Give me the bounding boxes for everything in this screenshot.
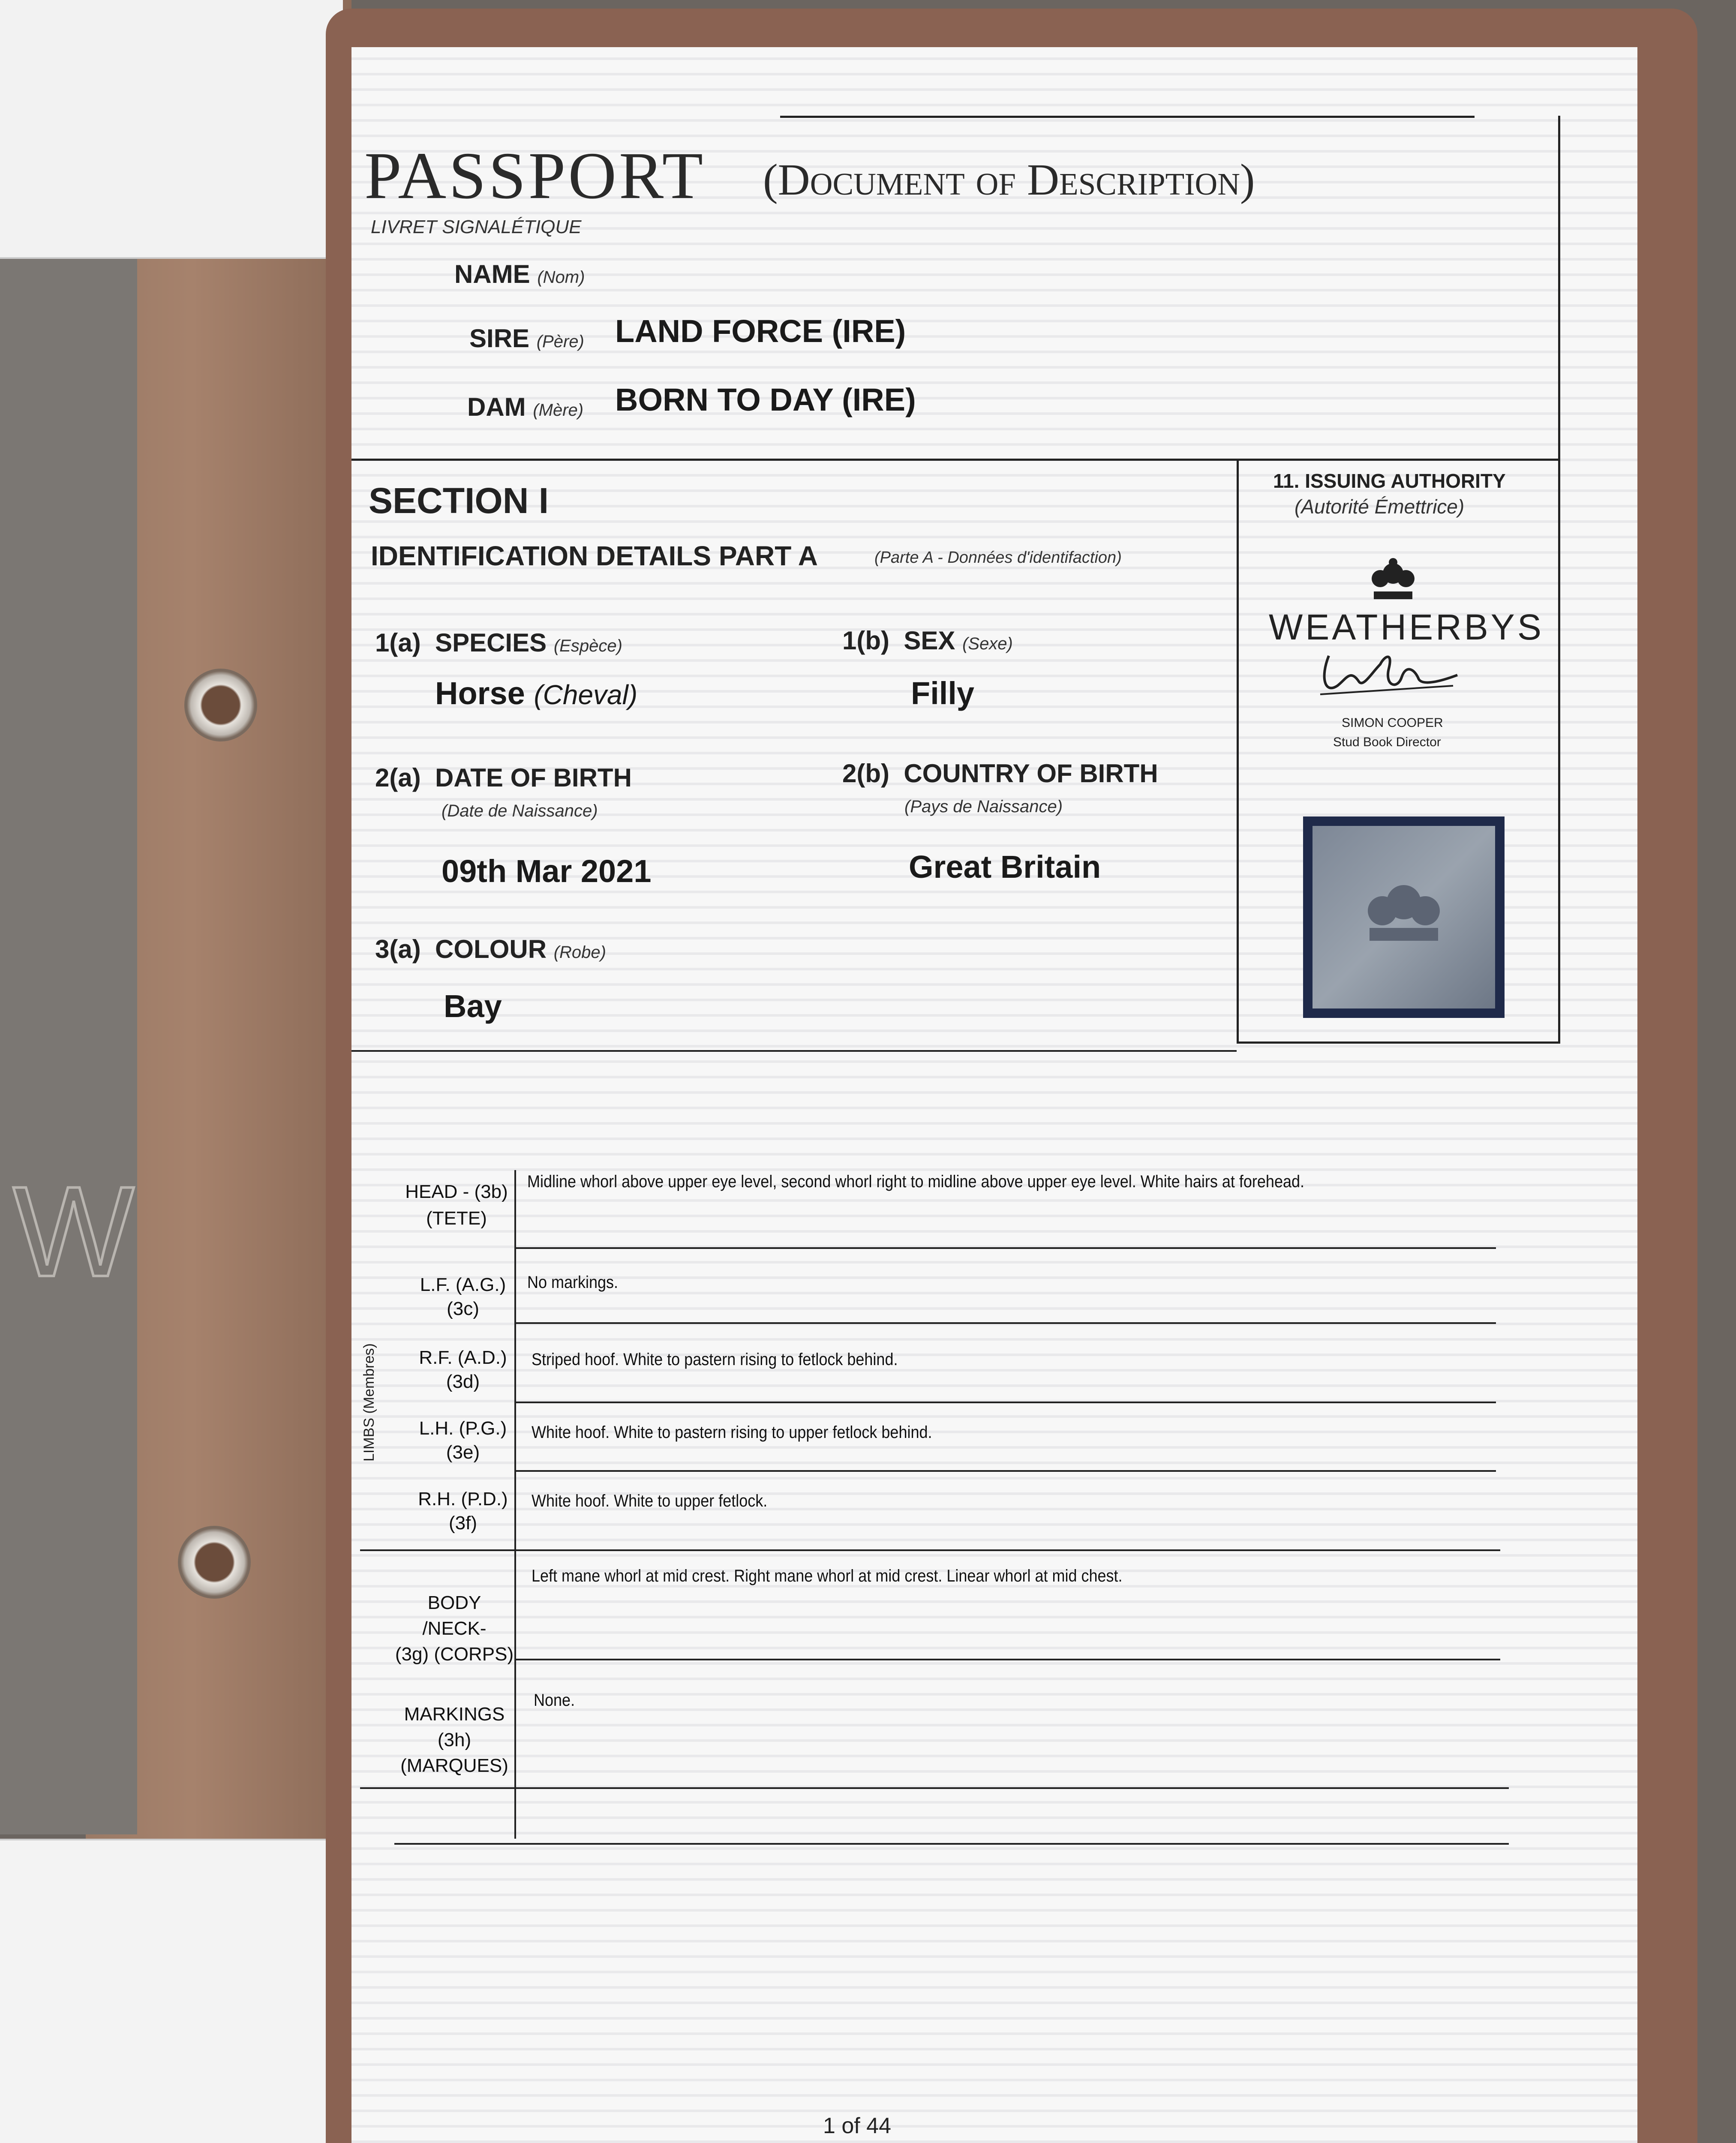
dam-label: DAM <box>467 393 526 421</box>
sex-sub: (Sexe) <box>962 634 1013 653</box>
cob-label: COUNTRY OF BIRTH <box>904 759 1158 788</box>
dob-value: 09th Mar 2021 <box>442 853 652 889</box>
sire-value: LAND FORCE (IRE) <box>615 313 906 349</box>
livret-signaletique: LIVRET SIGNALÉTIQUE <box>371 216 582 237</box>
dob-num: 2(a) <box>375 763 421 792</box>
binder-logo-letter: W <box>13 1159 135 1303</box>
binder-tab-top <box>0 0 343 259</box>
signature <box>1312 639 1466 703</box>
binder-ring-bottom <box>178 1526 251 1599</box>
row-label: R.H. (P.D.) <box>418 1489 508 1510</box>
row-label-sub: (3d) <box>446 1371 480 1392</box>
species-sub: (Espèce) <box>553 636 622 655</box>
issuing-authority-label: 11. ISSUING AUTHORITY <box>1273 470 1506 492</box>
row-label: R.F. (A.D.) <box>419 1347 507 1368</box>
binder-ring-top <box>184 669 257 741</box>
colour-label: COLOUR <box>435 935 547 963</box>
limbs-label: LIMBS (Membres) <box>361 1343 377 1462</box>
colour-num: 3(a) <box>375 935 421 963</box>
row-label: L.F. (A.G.) <box>420 1274 506 1295</box>
row-label-sub: (TETE) <box>426 1208 487 1229</box>
row-label-sub: (3e) <box>446 1442 480 1463</box>
weatherbys-logo-text: WEATHERBYS <box>1269 607 1544 647</box>
rh-markings-text: White hoof. White to upper fetlock. <box>532 1492 768 1510</box>
dam-sub: (Mère) <box>533 401 584 420</box>
section-title: SECTION I <box>369 480 549 521</box>
part-title: IDENTIFICATION DETAILS PART A <box>371 540 818 571</box>
sex-value: Filly <box>911 675 975 711</box>
name-label: NAME <box>454 260 530 288</box>
sire-label: SIRE <box>469 324 530 353</box>
name-sub: (Nom) <box>537 268 585 287</box>
head-markings-text: Midline whorl above upper eye level, second whorl right to midline above upper eye level. White hairs at forehead. <box>527 1172 1305 1191</box>
lh-markings-text: White hoof. White to pastern rising to upper fetlock behind. <box>532 1423 932 1442</box>
row-label: L.H. (P.G.) <box>419 1418 507 1439</box>
species-num: 1(a) <box>375 628 421 657</box>
page-number: 1 of 44 <box>823 2113 892 2138</box>
binder-inner-panel <box>0 249 137 1834</box>
row-label-sub: (3g) (CORPS) <box>395 1644 514 1665</box>
colour-value: Bay <box>444 988 502 1024</box>
signer-name: SIMON COOPER <box>1342 716 1443 730</box>
species-value: Horse <box>435 675 525 711</box>
other-markings-text: None. <box>534 1691 575 1710</box>
signer-title: Stud Book Director <box>1333 735 1441 749</box>
cob-sub: (Pays de Naissance) <box>904 797 1063 816</box>
part-sub: (Parte A - Données d'identifaction) <box>874 549 1122 567</box>
dam-value: BORN TO DAY (IRE) <box>615 382 916 417</box>
passport-page <box>351 47 1637 2143</box>
row-label: BODY /NECK- <box>422 1592 487 1639</box>
sex-label: SEX <box>904 626 955 655</box>
row-label: HEAD - (3b) <box>405 1181 508 1202</box>
dob-sub: (Date de Naissance) <box>442 801 598 820</box>
cob-value: Great Britain <box>909 849 1101 885</box>
row-label: MARKINGS (3h) <box>404 1704 505 1750</box>
crown-emblem-icon <box>1367 557 1419 604</box>
hologram-crown-icon <box>1361 876 1447 954</box>
dob-label: DATE OF BIRTH <box>435 763 632 792</box>
rf-markings-text: Striped hoof. White to pastern rising to fetlock behind. <box>532 1350 898 1369</box>
row-label-sub: (3c) <box>447 1298 479 1319</box>
sex-num: 1(b) <box>842 626 889 655</box>
hologram-stamp <box>1303 816 1505 1018</box>
passport-title: PASSPORT <box>364 138 706 213</box>
species-label: SPECIES <box>435 628 547 657</box>
cob-num: 2(b) <box>842 759 889 788</box>
species-value-sub: (Cheval) <box>534 679 638 710</box>
issuing-authority-sub: (Autorité Émettrice) <box>1294 495 1465 518</box>
body-markings-text: Left mane whorl at mid crest. Right mane whorl at mid crest. Linear whorl at mid chest. <box>532 1567 1123 1585</box>
binder-tab-bottom <box>0 1839 334 2143</box>
row-label-sub: (3f) <box>449 1513 477 1534</box>
row-label-sub: (MARQUES) <box>400 1755 508 1776</box>
lf-markings-text: No markings. <box>527 1273 619 1292</box>
colour-sub: (Robe) <box>553 943 606 962</box>
passport-subtitle: (Document of Description) <box>763 155 1255 204</box>
sire-sub: (Père) <box>536 332 584 351</box>
